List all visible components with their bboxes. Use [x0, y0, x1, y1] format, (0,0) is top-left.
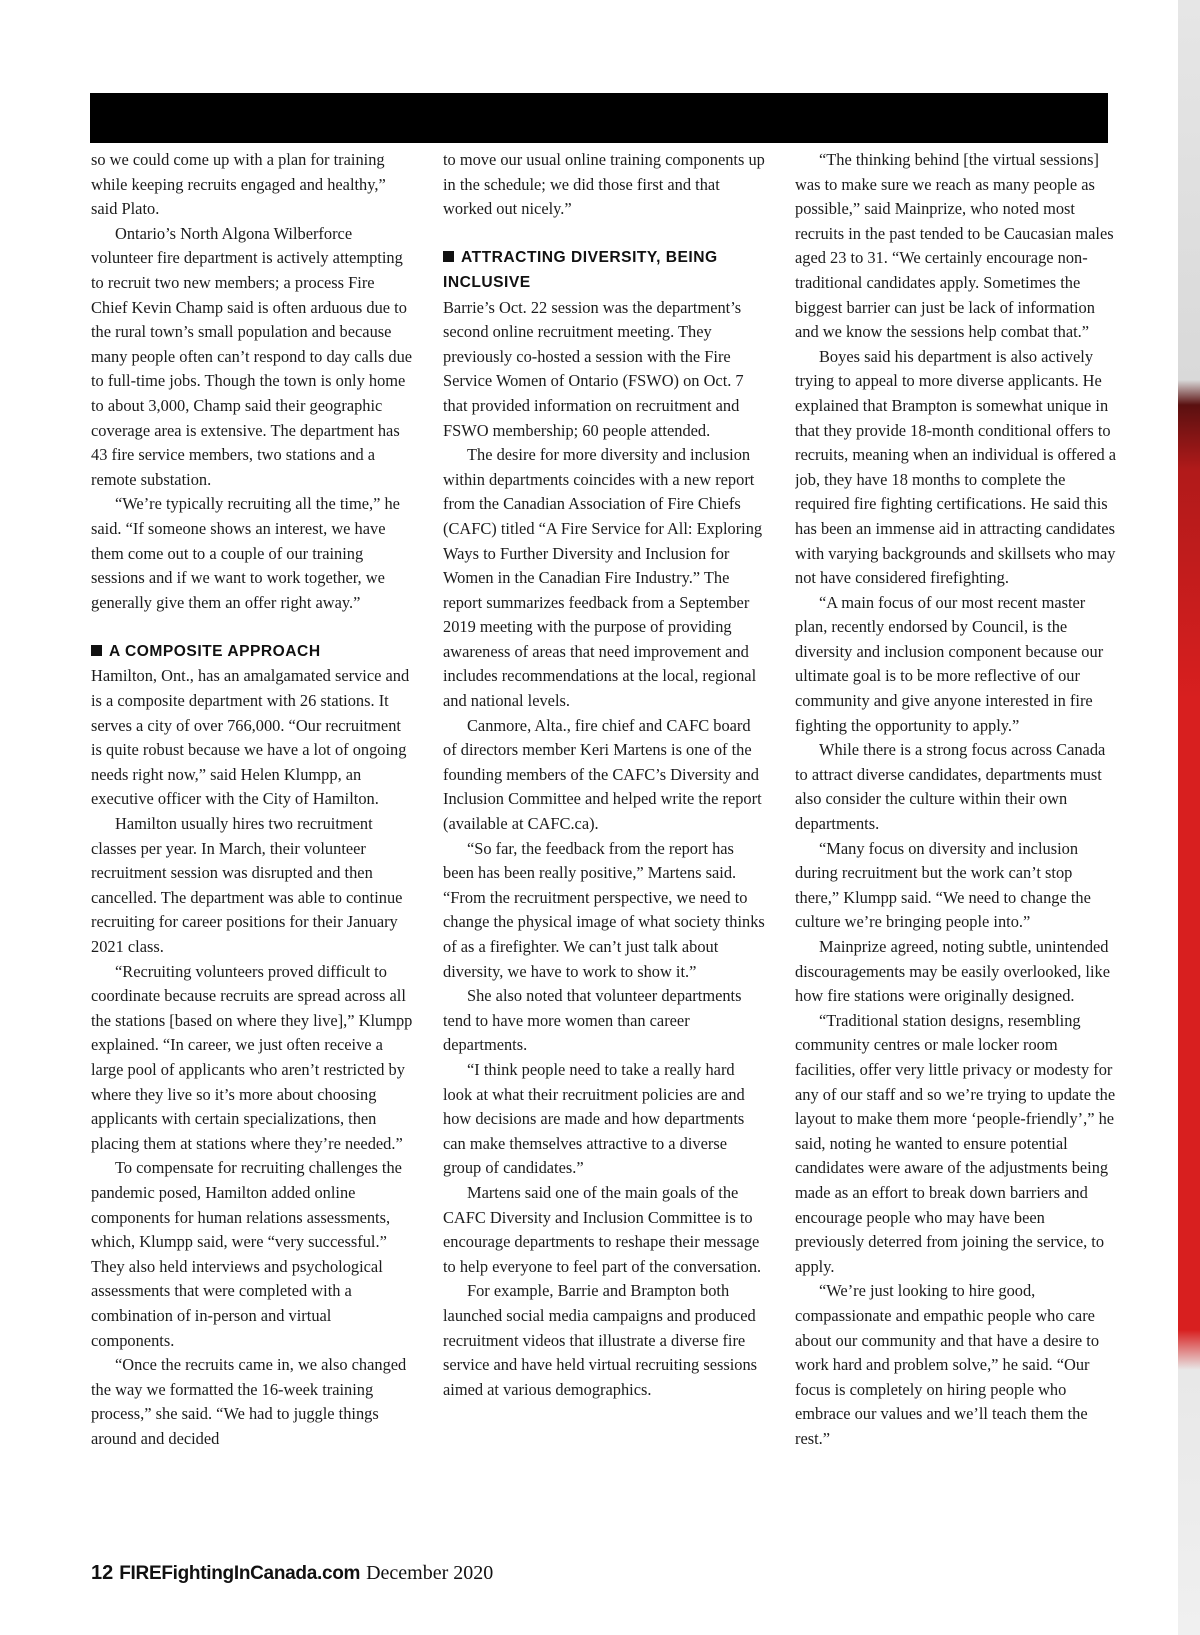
page-edge-photo-strip	[1178, 0, 1200, 1635]
article-paragraph: so we could come up with a plan for training while keeping recruits engaged and healthy,” said Plato.	[91, 150, 386, 219]
article-paragraph: Canmore, Alta., fire chief and CAFC board of directors member Keri Martens is one of the founding members of the CAFC’s Diversity and Inclusion Committee and helped write the report (available at CAFC.ca).	[443, 715, 762, 834]
section-heading	[91, 640, 413, 665]
article-paragraph: “Traditional station designs, resembling community centres or male locker room facilities, offer very little privacy or modesty for any of our staff and so we’re trying to update the layout to make them more ‘people-friendly’,” he said, noting he wanted to ensure potential candidates were aware of the adjustments being made as an effort to break down barriers and encourage people who may have been previously deterred from joining the service, to apply.	[795, 1010, 1116, 1276]
article-paragraph: Barrie’s Oct. 22 session was the department’s second online recruitment meeting. They previously co-hosted a session with the Fire Service Women of Ontario (FSWO) on Oct. 7 that provided information on recruitment and FSWO membership; 60 people attended.	[443, 297, 744, 440]
article-paragraph: “We’re typically recruiting all the time,” he said. “If someone shows an interest, we have them come out to a couple of our training sessions and if we want to work together, we generally give them an offer right away.”	[91, 494, 400, 612]
header-bar	[90, 93, 1108, 143]
article-paragraph: “We’re just looking to hire good, compassionate and empathic people who care about our community and that have a desire to work hard and problem solve,” he said. “Our focus is completely on hiring people who embrace our values and we’ll teach them the rest.”	[795, 1281, 1100, 1448]
issue-date: December 2020	[366, 1562, 494, 1584]
article-paragraph: “So far, the feedback from the report has been has been really positive,” Martens said. “From the recruitment perspective, we need to change the physical image of what society thinks of as a firefighter. We can’t just talk about diversity, we have to work to show it.”	[443, 838, 765, 981]
article-paragraph: The desire for more diversity and inclusion within departments coincides with a new report from the Canadian Association of Fire Chiefs (CAFC) titled “A Fire Service for All: Exploring Ways to Further Diversity and Inclusion for Women in the Canadian Fire Industry.” The report summarizes feedback from a September 2019 meeting with the purpose of providing awareness of areas that need improvement and includes recommendations at the local, regional and national levels.	[443, 445, 763, 711]
article-paragraph: To compensate for recruiting challenges the pandemic posed, Hamilton added online components for human relations assessments, which, Klumpp said, were “very successful.” They also held interviews and psychological assessments that were completed with a combination of in-person and virtual components.	[91, 1158, 402, 1350]
article-paragraph: Hamilton, Ont., has an amalgamated service and is a composite department with 26 stations. It serves a city of over 766,000. “Our recruitment is quite robust because we have a lot of ongoing needs right now,” said Helen Klumpp, an executive officer with the City of Hamilton.	[91, 666, 410, 809]
section-heading	[443, 246, 765, 295]
page-number: 12	[91, 1562, 114, 1584]
magazine-website: FIREFightingInCanada.com	[119, 1563, 361, 1584]
article-column-1	[91, 148, 413, 1543]
article-paragraph: “A main focus of our most recent master plan, recently endorsed by Council, is the diversity and inclusion component because our ultimate goal is to be more reflective of our community and give anyone interested in fire fighting the opportunity to apply.”	[795, 592, 1104, 735]
article-paragraph: “The thinking behind [the virtual sessions] was to make sure we reach as many people as possible,” said Mainprize, who noted most recruits in the past tended to be Caucasian males aged 23 to 31. “We certainly encourage non-traditional candidates apply. Sometimes the biggest barrier can just be lack of information and we know the sessions help combat that.”	[795, 150, 1114, 342]
square-bullet-icon	[91, 645, 102, 656]
article-paragraph: While there is a strong focus across Canada to attract diverse candidates, departments must also consider the culture within their own departments.	[795, 740, 1106, 834]
section-heading-text: A COMPOSITE APPROACH	[109, 642, 321, 660]
article-column-2	[443, 148, 765, 1543]
article-paragraph: She also noted that volunteer departments tend to have more women than career departments.	[443, 986, 742, 1055]
article-paragraph: “I think people need to take a really hard look at what their recruitment policies are and how decisions are made and how departments can make themselves attractive to a diverse group of candidates.”	[443, 1059, 745, 1178]
article-paragraph: Hamilton usually hires two recruitment classes per year. In March, their volunteer recruitment session was disrupted and then cancelled. The department was able to continue recruiting for career positions for their January 2021 class.	[91, 814, 403, 956]
article-paragraph: “Once the recruits came in, we also changed the way we formatted the 16-week training process,” she said. “We had to juggle things around and decided	[91, 1355, 407, 1448]
article-column-3	[795, 148, 1117, 1543]
section-heading-text: ATTRACTING DIVERSITY, BEING INCLUSIVE	[443, 249, 718, 291]
article-paragraph: “Many focus on diversity and inclusion during recruitment but the work can’t stop there,” Klumpp said. “We need to change the culture we’re bringing people into.”	[795, 838, 1091, 932]
article-paragraph: “Recruiting volunteers proved difficult to coordinate because recruits are spread across all the stations [based on where they live],” Klumpp explained. “In career, we just often receive a large pool of applicants who aren’t restricted by where they live so it’s more about choosing applicants with certain specializations, then placing them at stations where they’re needed.”	[91, 961, 413, 1153]
article-paragraph: Boyes said his department is also actively trying to appeal to more diverse applicants. He explained that Brampton is somewhat unique in that they provide 18-month conditional offers to recruits, meaning when an individual is offered a job, they have 18 months to complete the required fire fighting certifications. He said this has been an immense aid in attracting candidates with varying backgrounds and skillsets who may not have considered firefighting.	[795, 346, 1117, 588]
article-paragraph: to move our usual online training components up in the schedule; we did those first and that worked out nicely.”	[443, 150, 765, 219]
square-bullet-icon	[443, 251, 454, 262]
page-footer	[91, 1562, 493, 1592]
article-paragraph: Martens said one of the main goals of the CAFC Diversity and Inclusion Committee is to encourage departments to reshape their message to help everyone to feel part of the conversation.	[443, 1182, 762, 1276]
article-paragraph: Ontario’s North Algona Wilberforce volunteer fire department is actively attempting to recruit two new members; a process Fire Chief Kevin Champ said is often arduous due to the rural town’s small population and because many people often can’t respond to day calls due to full-time jobs. Though the town is only home to about 3,000, Champ said their geographic coverage area is extensive. The department has 43 fire service members, two stations and a remote substation.	[91, 223, 413, 489]
article-paragraph: Mainprize agreed, noting subtle, unintended discouragements may be easily overlooked, like how fire stations were originally designed.	[795, 937, 1110, 1006]
article-paragraph: For example, Barrie and Brampton both launched social media campaigns and produced recruitment videos that illustrate a diverse fire service and have held virtual recruiting sessions aimed at various demographics.	[443, 1281, 758, 1399]
